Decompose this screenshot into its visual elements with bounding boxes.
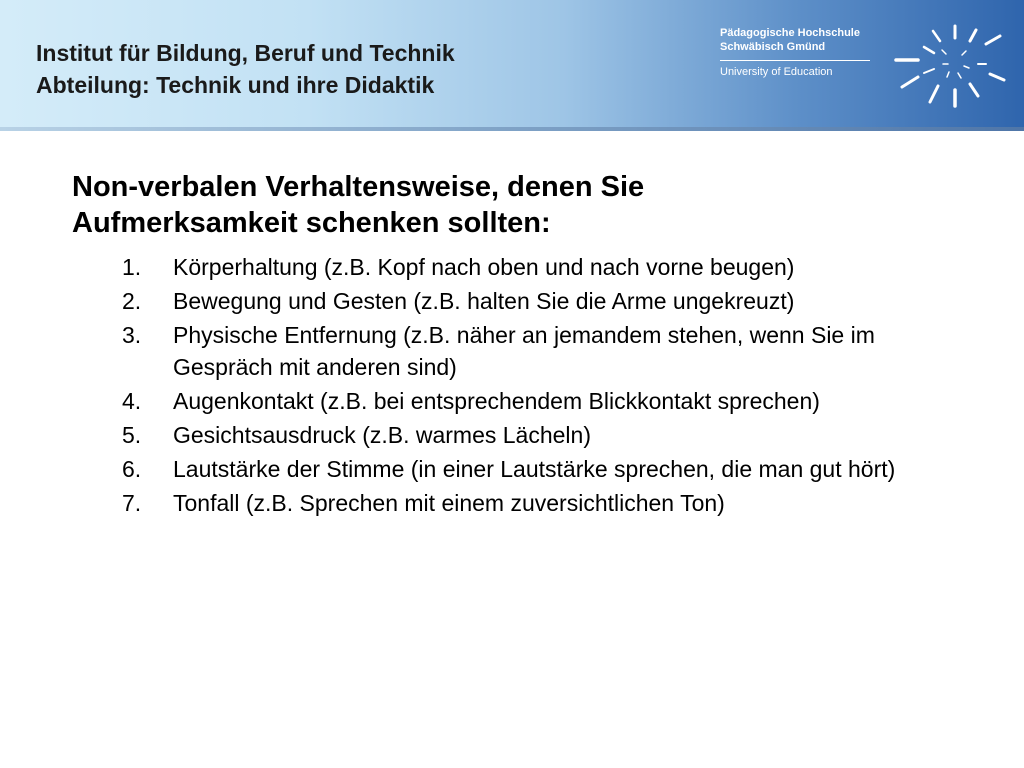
institute-name: Institut für Bildung, Beruf und Technik	[36, 40, 455, 66]
slide-title	[72, 169, 972, 241]
list-item	[122, 385, 922, 417]
header-divider	[0, 127, 1024, 131]
list-item-number: 5.	[122, 422, 142, 448]
list-item-number: 4.	[122, 388, 142, 414]
list-item-text: Augenkontakt (z.B. bei entsprechendem Blickkontakt sprechen)	[173, 388, 820, 414]
list-item-text: Tonfall (z.B. Sprechen mit einem zuversichtlichen Ton)	[173, 490, 725, 516]
list-item	[122, 453, 922, 485]
university-logo-text	[720, 26, 870, 79]
behavior-list	[122, 251, 922, 521]
list-item-number: 7.	[122, 490, 142, 516]
list-item-text: Körperhaltung (z.B. Kopf nach oben und nach vorne beugen)	[173, 254, 795, 280]
list-item	[122, 319, 922, 383]
institute-heading	[36, 37, 455, 101]
slide-title-line-2: Aufmerksamkeit schenken sollten:	[72, 207, 551, 239]
slide-title-line-1: Non-verbalen Verhaltensweise, denen Sie	[72, 171, 645, 203]
list-item	[122, 251, 922, 283]
list-item-number: 1.	[122, 254, 142, 280]
list-item	[122, 285, 922, 317]
list-item	[122, 419, 922, 451]
list-item-number: 2.	[122, 288, 142, 314]
list-item-number: 6.	[122, 456, 142, 482]
logo-line-2: Schwäbisch Gmünd	[720, 41, 826, 53]
list-item	[122, 487, 922, 519]
list-item-text: Lautstärke der Stimme (in einer Lautstärke sprechen, die man gut hört)	[173, 456, 896, 482]
list-item-text: Physische Entfernung (z.B. näher an jemandem stehen, wenn Sie im Gespräch mit anderen sind)	[173, 322, 875, 380]
logo-divider	[720, 60, 870, 61]
logo-subtitle: University of Education	[720, 66, 833, 78]
list-item-number: 3.	[122, 322, 142, 348]
list-item-text: Bewegung und Gesten (z.B. halten Sie die Arme ungekreuzt)	[173, 288, 795, 314]
logo-line-1: Pädagogische Hochschule	[720, 27, 860, 39]
list-item-text: Gesichtsausdruck (z.B. warmes Lächeln)	[173, 422, 591, 448]
radiating-burst-logo-icon	[888, 14, 1018, 119]
department-name: Abteilung: Technik und ihre Didaktik	[36, 72, 435, 98]
